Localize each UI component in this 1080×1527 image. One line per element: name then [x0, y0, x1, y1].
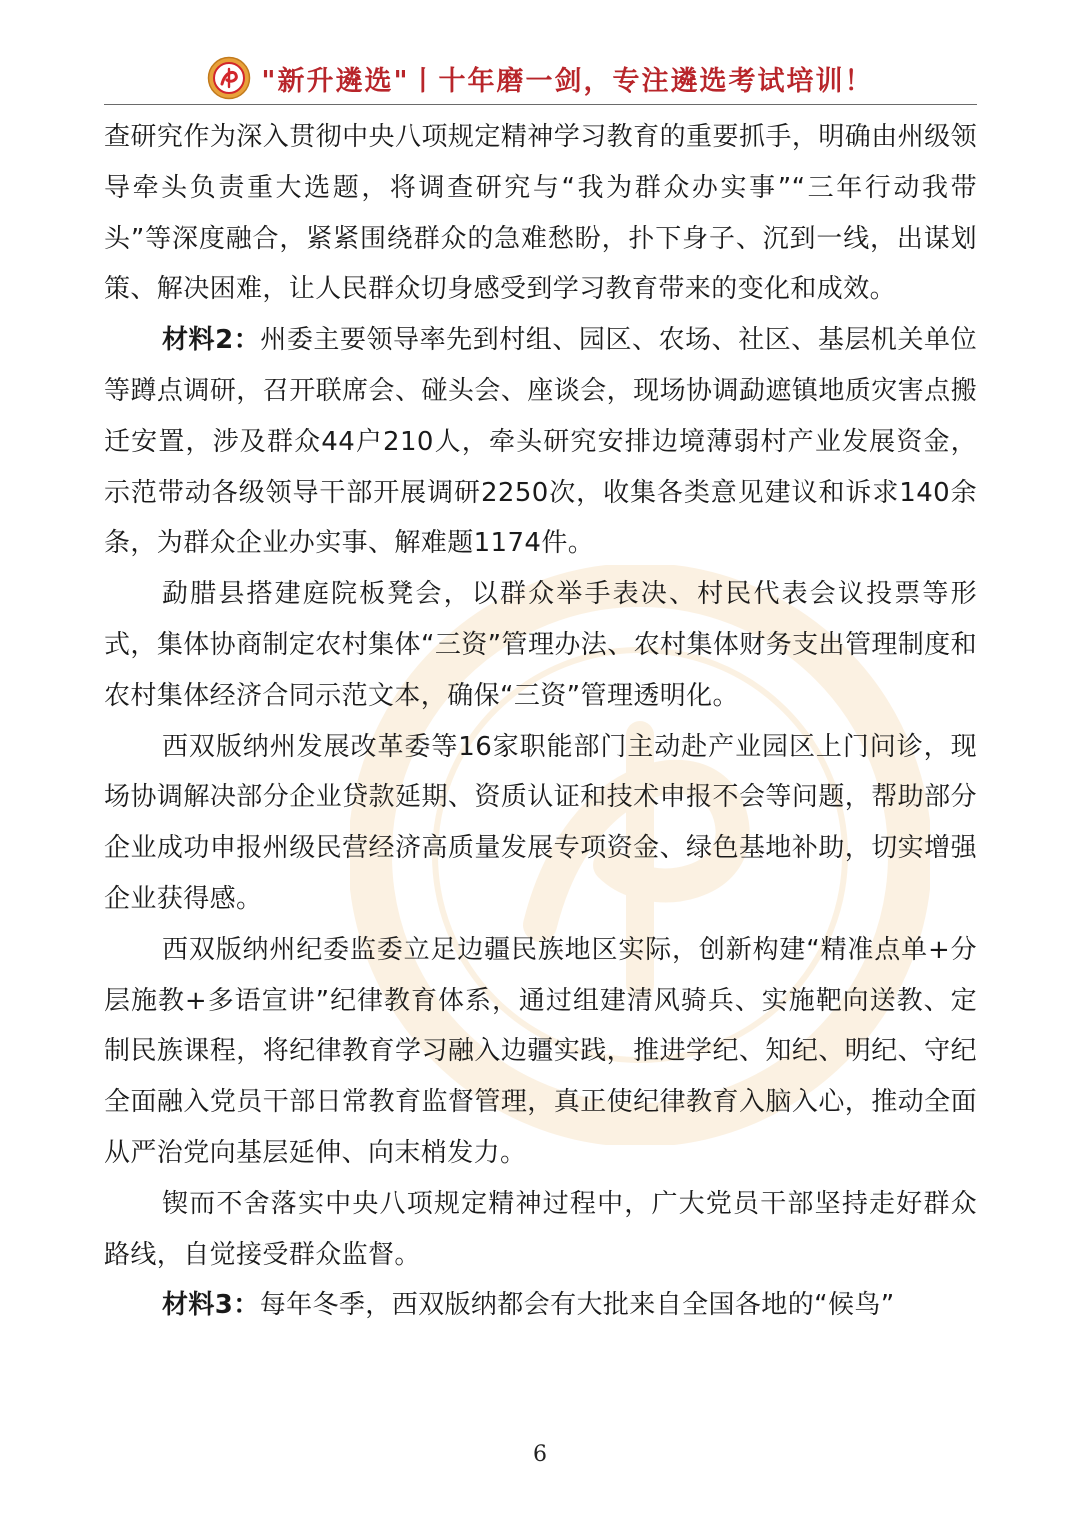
- paragraph-text: 勐腊县搭建庭院板凳会，以群众举手表决、村民代表会议投票等形式，集体协商制定农村集体“三资”管理办法、农村集体财务支出管理制度和农村集体经济合同示范文本，确保“三资”管理透明化。: [104, 579, 977, 711]
- paragraph: [104, 1179, 977, 1281]
- paragraph-text: 西双版纳州发展改革委等16家职能部门主动赴产业园区上门问诊，现场协调解决部分企业贷款延期、资质认证和技术申报不会等问题，帮助部分企业成功申报州级民营经济高质量发展专项资金、绿色基地补助，切实增强企业获得感。: [104, 731, 977, 914]
- paragraph-text: 锲而不舍落实中央八项规定精神过程中，广大党员干部坚持走好群众路线，自觉接受群众监督。: [104, 1188, 977, 1270]
- article-body: [104, 112, 977, 1331]
- paragraph-text: 查研究作为深入贯彻中央八项规定精神学习教育的重要抓手，明确由州级领导牵头负责重大选题，将调查研究与“我为群众办实事”“三年行动我带头”等深度融合，紧紧围绕群众的急难愁盼，扑下身子、沉到一线，出谋划策、解决困难，让人民群众切身感受到学习教育带来的变化和成效。: [104, 122, 977, 305]
- paragraph-text: 西双版纳州纪委监委立足边疆民族地区实际，创新构建“精准点单+分层施教+多语宣讲”纪律教育体系，通过组建清风骑兵、实施靶向送教、定制民族课程，将纪律教育学习融入边疆实践，推进学纪、知纪、明纪、守纪全面融入党员干部日常教育监督管理，真正使纪律教育入脑入心，推动全面从严治党向基层延伸、向末梢发力。: [104, 934, 977, 1168]
- header-divider: [104, 104, 977, 105]
- material-label: 材料2：: [162, 325, 261, 356]
- paragraph: [104, 722, 977, 925]
- paragraph: [104, 925, 977, 1179]
- paragraph: [104, 569, 977, 721]
- header-slogan: "新升遴选"丨十年磨一剑，专注遴选考试培训！: [261, 65, 874, 97]
- paragraph: [104, 1280, 977, 1331]
- page-number: 6: [533, 1442, 547, 1467]
- paragraph: [104, 315, 977, 569]
- brand-logo-icon: [207, 56, 251, 100]
- material-label: 材料3：: [162, 1290, 260, 1321]
- paragraph: [104, 112, 977, 315]
- page-header: [104, 52, 977, 104]
- paragraph-text: 州委主要领导率先到村组、园区、农场、社区、基层机关单位等蹲点调研，召开联席会、碰头会、座谈会，现场协调勐遮镇地质灾害点搬迁安置，涉及群众44户210人，牵头研究安排边境薄弱村产业发展资金，示范带动各级领导干部开展调研2250次，收集各类意见建议和诉求140余条，为群众企业办实事、解难题1174件。: [104, 325, 977, 559]
- paragraph-text: 每年冬季，西双版纳都会有大批来自全国各地的“候鸟”: [259, 1290, 895, 1321]
